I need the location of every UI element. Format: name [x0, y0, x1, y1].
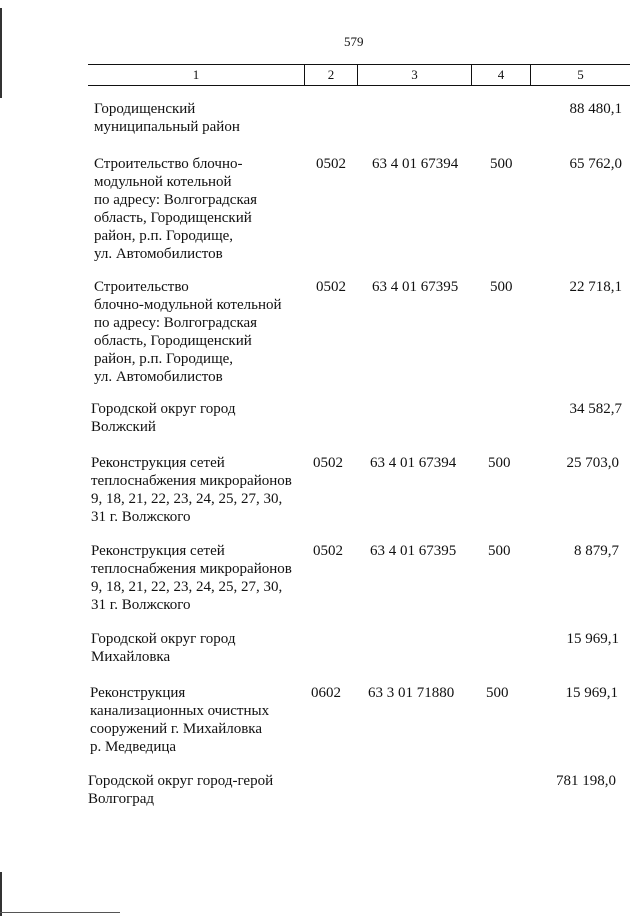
- row-section-code: 0502: [313, 455, 343, 471]
- row-name: Городищенский муниципальный район: [94, 101, 240, 135]
- row-amount: 34 582,7: [569, 401, 622, 417]
- row-amount: 8 879,7: [574, 543, 619, 559]
- column-header-5: 5: [577, 67, 584, 82]
- page-number: 579: [344, 34, 364, 49]
- row-amount: 22 718,1: [569, 279, 622, 295]
- row-section-code: 0502: [316, 156, 346, 172]
- row-amount: 65 762,0: [569, 156, 622, 172]
- row-name: Строительство блочно-модульной котельной по адресу: Волгоградская область, Городищенский район, р.п. Городище, ул. Автомобилистов: [94, 279, 282, 385]
- row-name: Городской округ город Волжский: [91, 401, 236, 435]
- scan-edge-mark: [0, 8, 2, 98]
- row-target-code: 63 4 01 67395: [370, 543, 457, 559]
- column-header-2: 2: [305, 65, 358, 85]
- row-target-code: 63 4 01 67394: [370, 455, 457, 471]
- column-header-row: [88, 64, 630, 86]
- row-name: Реконструкция канализационных очистных сооружений г. Михайловка р. Медведица: [90, 685, 270, 755]
- row-expense-code: 500: [486, 685, 509, 701]
- bottom-rule: [0, 912, 120, 913]
- column-header-1: 1: [88, 65, 305, 85]
- column-header-3: 3: [358, 65, 472, 85]
- row-name: Строительство блочно- модульной котельной по адресу: Волгоградская область, Городищенский район, р.п. Городище, ул. Автомобилистов: [94, 156, 258, 262]
- row-name: Городской округ город-герой Волгоград: [88, 773, 274, 807]
- scan-edge-mark: [0, 872, 2, 916]
- row-target-code: 63 4 01 67395: [372, 279, 459, 295]
- column-header-4: 4: [472, 65, 531, 85]
- row-amount: 88 480,1: [569, 101, 622, 117]
- row-expense-code: 500: [488, 455, 511, 471]
- row-target-code: 63 3 01 71880: [368, 685, 455, 701]
- row-expense-code: 500: [490, 279, 513, 295]
- row-expense-code: 500: [490, 156, 513, 172]
- row-expense-code: 500: [488, 543, 511, 559]
- row-section-code: 0502: [316, 279, 346, 295]
- row-amount: 25 703,0: [566, 455, 619, 471]
- row-section-code: 0502: [313, 543, 343, 559]
- row-amount: 15 969,1: [566, 631, 619, 647]
- row-name: Городской округ город Михайловка: [91, 631, 236, 665]
- row-amount: 15 969,1: [565, 685, 618, 701]
- row-target-code: 63 4 01 67394: [372, 156, 459, 172]
- row-amount: 781 198,0: [556, 773, 616, 789]
- row-section-code: 0602: [311, 685, 341, 701]
- row-name: Реконструкция сетей теплоснабжения микрорайонов 9, 18, 21, 22, 23, 24, 25, 27, 30, 31 г. Волжского: [91, 543, 292, 613]
- row-name: Реконструкция сетей теплоснабжения микрорайонов 9, 18, 21, 22, 23, 24, 25, 27, 30, 31 г. Волжского: [91, 455, 292, 525]
